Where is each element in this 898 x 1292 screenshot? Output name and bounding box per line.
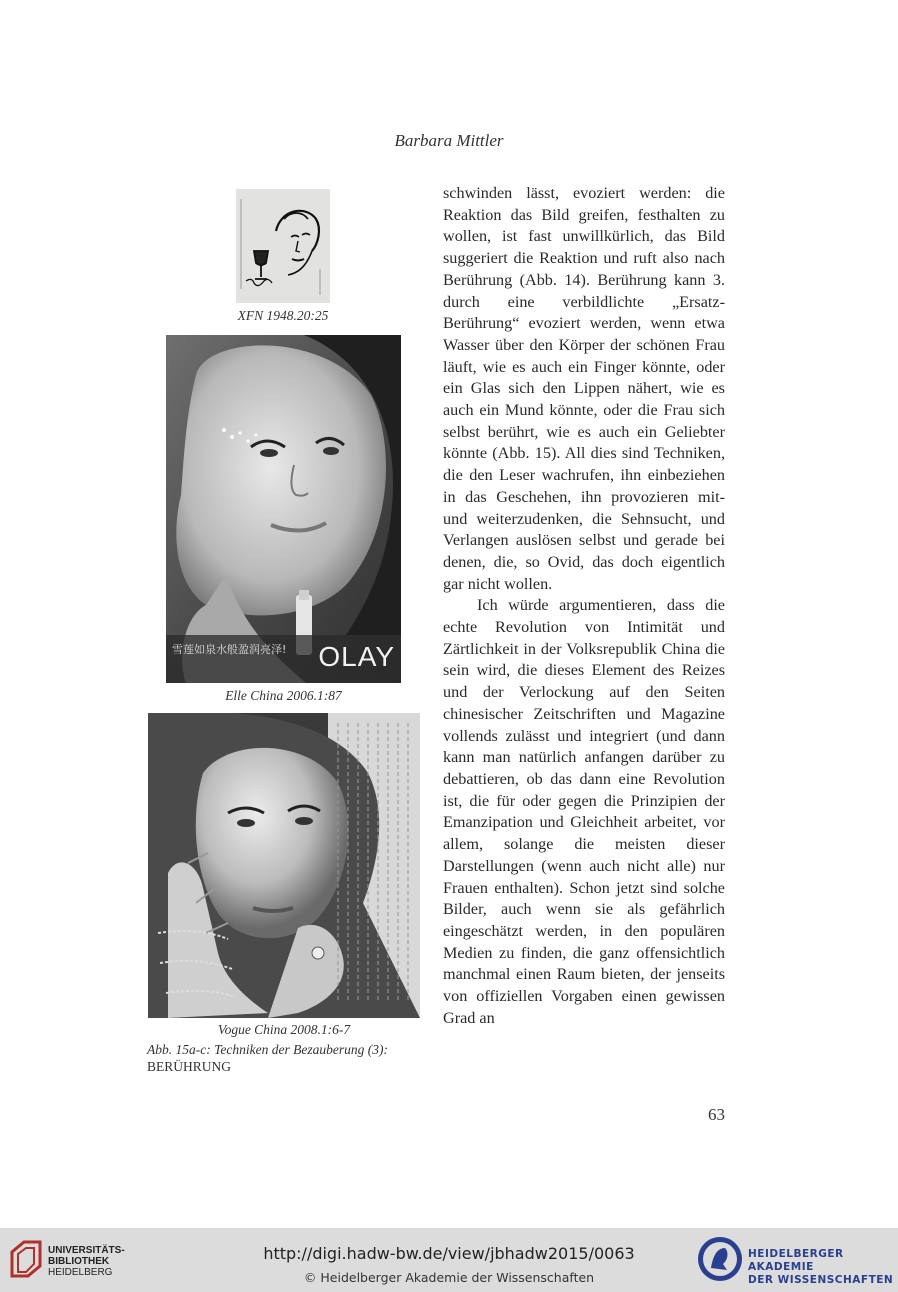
figure-sketch-image	[236, 189, 330, 303]
figure-legend-title: BERÜHRUNG	[147, 1059, 232, 1074]
figure-a-caption: XFN 1948.20:25	[237, 308, 329, 323]
figure-legend-label: Abb. 15a-c: Techniken der Bezauberung (3):	[147, 1042, 388, 1057]
academy-line1: HEIDELBERGER AKADEMIE	[748, 1248, 844, 1273]
running-header: Barbara Mittler	[394, 131, 504, 150]
body-text-column	[443, 183, 725, 1029]
page-number: 63	[708, 1105, 725, 1124]
academy-name	[748, 1248, 898, 1287]
ad-chinese-text: 雪莲如泉水般盈润亮泽!	[172, 643, 287, 656]
library-line3: HEIDELBERG	[48, 1267, 113, 1278]
footer-bar	[0, 1228, 898, 1292]
paragraph-2: Ich würde argumentieren, dass die echte Revolution von Intimität und Zärtlichkeit in der Volksrepublik China die sein wird, die dieses Element des Reizes und der Verlockung auf den Seiten chinesischer Zeitschriften und Magazine vollends zulässt und integriert (und dann kann man natürlich anfangen darüber zu debattieren, ob das dann eine Revolution ist, die für oder gegen die Prinzipien der Emanzipation und Gleichheit arbeitet, vor allem, solange die meisten dieser Darstellungen (wenn auch nicht alle) nur Frauen enthalten). Schon jetzt sind solche Bilder, auch wenn sie als gefährlich eingeschätzt werden, in den populären Medien zu finden, die ganz offensichtlich manchmal einen Raum bieten, der jenseits von offiziellen Vorgaben einen gewissen Grad an	[443, 596, 725, 1027]
library-line1: UNIVERSITÄTS-	[48, 1245, 125, 1256]
figure-hand-portrait-photo	[148, 713, 420, 1018]
copyright-notice: © Heidelberger Akademie der Wissenschaften	[303, 1270, 595, 1285]
library-line2: BIBLIOTHEK	[48, 1256, 110, 1267]
permalink-url[interactable]: http://digi.hadw-bw.de/view/jbhadw2015/0063	[263, 1244, 635, 1263]
paragraph-1: schwinden lässt, evoziert werden: die Reaktion das Bild greifen, festhalten zu wollen, ist fast unwillkürlich, das Bild suggeriert die Reaktion und ruft also nach Berührung (Abb. 14). Berührung kann 3. durch eine verbildlichte „Ersatz-Berührung“ evoziert werden, wenn etwa Wasser über den Körper der schönen Frau läuft, wie es auch ein Finger könnte, oder ein Glas sich den Lippen nähert, wie es auch ein Mund könnte, oder die Frau sich selbst berührt, wie es auch ein Geliebter könnte (Abb. 15). All dies sind Techniken, die den Leser wachrufen, ihn einbeziehen in das Geschehen, ihn provozieren mit- und weiterzudenken, die Sehnsucht, und Verlangen auslösen selbst und gerade bei denen, die, so Ovid, das doch eigentlich gar nicht wollen.	[443, 184, 725, 593]
figure-portrait-photo	[166, 335, 401, 683]
academy-seal-icon	[695, 1234, 745, 1289]
figure-b-caption: Elle China 2006.1:87	[225, 688, 342, 703]
olay-brand-logo: OLAY	[318, 641, 395, 672]
figure-legend	[147, 1041, 417, 1075]
academy-line2: DER WISSENSCHAFTEN	[748, 1274, 894, 1286]
figure-c-caption: Vogue China 2008.1:6-7	[217, 1022, 351, 1037]
